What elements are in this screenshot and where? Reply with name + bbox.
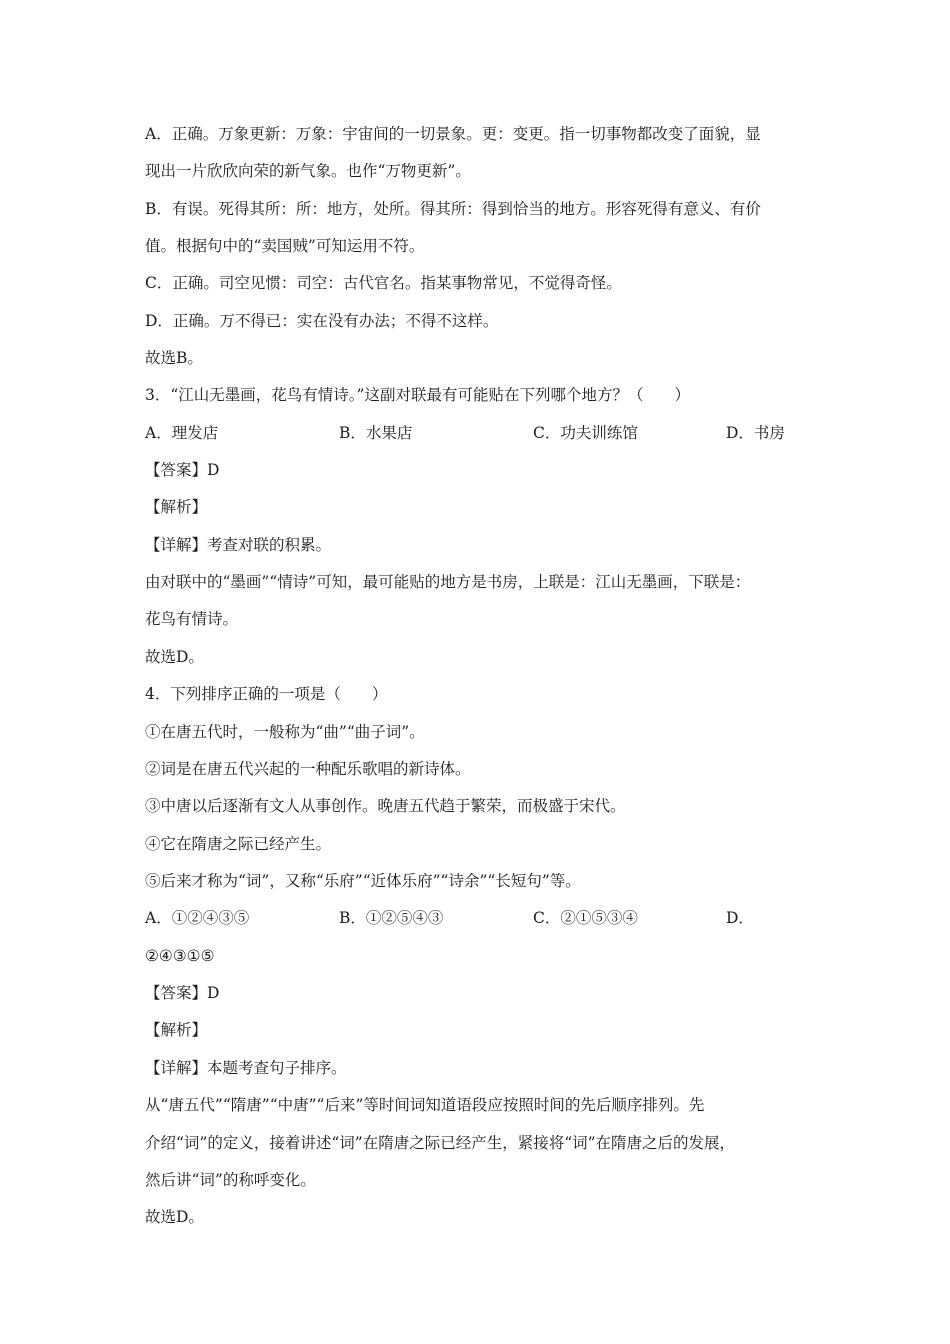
q4-analysis-label: 【解析】 <box>145 1021 208 1039</box>
q4-explanation-line-1: 从“唐五代”“隋唐”“中唐”“后来”等时间词知道语段应按照时间的先后顺序排列。先 <box>145 1096 705 1114</box>
q2-option-b-line-2: 值。根据句中的“卖国贼”可知运用不符。 <box>145 237 425 255</box>
q4-option-b: B．①②⑤④③ <box>339 909 444 927</box>
q4-item-2: ②词是在唐五代兴起的一种配乐歌唱的新诗体。 <box>145 760 471 778</box>
q2-option-b-line-1: B．有误。死得其所：所：地方，处所。得其所：得到恰当的地方。形容死得有意义、有价 <box>145 200 761 218</box>
q3-stem: 3．“江山无墨画，花鸟有情诗。”这副对联最有可能贴在下列哪个地方？（ ） <box>145 386 690 404</box>
q4-option-d: D． <box>726 909 754 927</box>
q4-conclusion: 故选D。 <box>145 1208 204 1226</box>
q3-option-c: C．功夫训练馆 <box>533 424 638 442</box>
q4-item-3: ③中唐以后逐渐有文人从事创作。晚唐五代趋于繁荣，而极盛于宋代。 <box>145 797 626 815</box>
q3-explanation-line-1: 由对联中的“墨画”“情诗”可知，最可能贴的地方是书房，上联是：江山无墨画，下联是： <box>145 573 751 591</box>
q4-item-1: ①在唐五代时，一般称为“曲”“曲子词”。 <box>145 723 425 741</box>
q3-explanation-line-2: 花鸟有情诗。 <box>145 610 239 628</box>
q4-item-4: ④它在隋唐之际已经产生。 <box>145 835 332 853</box>
q4-option-a: A．①②④③⑤ <box>145 909 250 927</box>
q4-stem: 4．下列排序正确的一项是（ ） <box>145 685 388 703</box>
q2-conclusion: 故选B。 <box>145 349 203 367</box>
q2-option-d-line: D．正确。万不得已：实在没有办法；不得不这样。 <box>145 312 499 330</box>
q3-option-b: B．水果店 <box>339 424 413 442</box>
q4-detail: 【详解】本题考查句子排序。 <box>145 1059 347 1077</box>
q2-option-a-line-1: A．正确。万象更新：万象：宇宙间的一切景象。更：变更。指一切事物都改变了面貌，显 <box>145 125 761 143</box>
q3-analysis-label: 【解析】 <box>145 498 208 516</box>
q3-option-a: A．理发店 <box>145 424 219 442</box>
q3-answer: 【答案】D <box>145 461 220 479</box>
q4-answer: 【答案】D <box>145 984 220 1002</box>
q4-explanation-line-2: 介绍“词”的定义，接着讲述“词”在隋唐之际已经产生，紧接将“词”在隋唐之后的发展， <box>145 1134 736 1152</box>
q3-detail: 【详解】考查对联的积累。 <box>145 536 332 554</box>
q2-option-a-line-2: 现出一片欣欣向荣的新气象。也作“万物更新”。 <box>145 162 471 180</box>
q3-conclusion: 故选D。 <box>145 648 204 666</box>
q2-option-c-line: C．正确。司空见惯：司空：古代官名。指某事物常见，不觉得奇怪。 <box>145 274 622 292</box>
q3-option-d: D．书房 <box>726 424 785 442</box>
q4-option-c: C．②①⑤③④ <box>533 909 638 927</box>
q4-explanation-line-3: 然后讲“词”的称呼变化。 <box>145 1171 316 1189</box>
q4-item-5: ⑤后来才称为“词”，又称“乐府”“近体乐府”“诗余”“长短句”等。 <box>145 872 581 890</box>
q4-option-d-wrap: ②④③①⑤ <box>145 947 215 965</box>
